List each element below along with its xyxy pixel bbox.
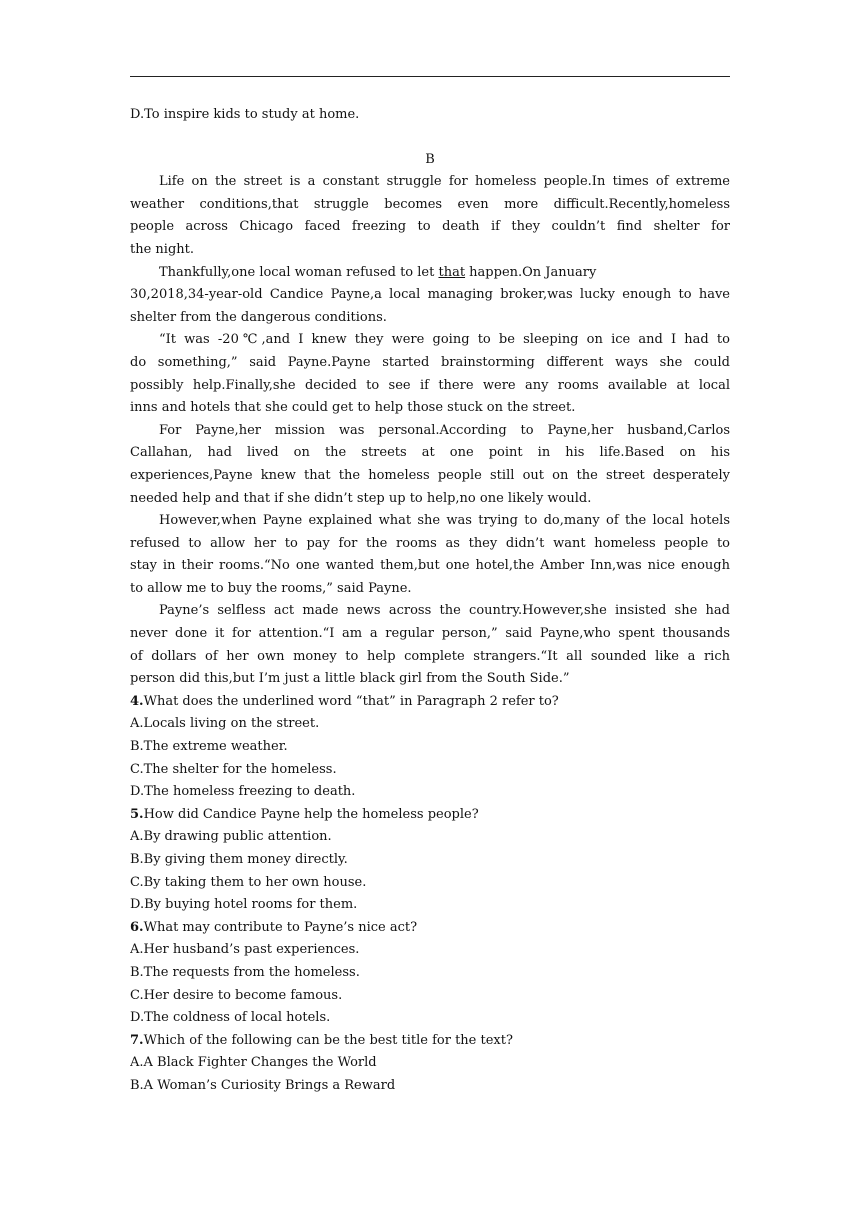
header-rule bbox=[130, 76, 730, 77]
question-stem bbox=[130, 804, 730, 827]
question-4 bbox=[130, 691, 730, 804]
paragraph-text: happen.On January bbox=[465, 264, 597, 280]
question-text: How did Candice Payne help the homeless people? bbox=[143, 806, 479, 822]
paragraph-line: For Payne,her mission was personal.According to Payne,her husband,Carlos bbox=[159, 422, 730, 438]
document-page bbox=[130, 104, 730, 1098]
passage-paragraph-2 bbox=[130, 262, 730, 330]
paragraph-line: Callahan, had lived on the streets at one point in his life.Based on his bbox=[130, 445, 730, 461]
paragraph-line: possibly help.Finally,she decided to see if there were any rooms available at local bbox=[130, 377, 730, 393]
section-gap bbox=[130, 127, 730, 149]
underlined-word-that: that bbox=[438, 264, 466, 280]
paragraph-line: inns and hotels that she could get to help those stuck on the street. bbox=[130, 400, 576, 416]
answer-option: A.Locals living on the street. bbox=[130, 716, 320, 732]
question-stem bbox=[130, 917, 730, 940]
question-number: 4. bbox=[130, 693, 144, 709]
passage-paragraph-6 bbox=[130, 600, 730, 690]
answer-option: D.The coldness of local hotels. bbox=[130, 1010, 331, 1026]
question-text: What may contribute to Payne’s nice act? bbox=[143, 919, 418, 935]
paragraph-line: person did this,but I’m just a little black girl from the South Side.” bbox=[130, 671, 570, 687]
paragraph-line bbox=[130, 262, 730, 285]
question-text: What does the underlined word “that” in Paragraph 2 refer to? bbox=[143, 693, 559, 709]
paragraph-line: weather conditions,that struggle becomes even more difficult.Recently,homeless bbox=[130, 196, 730, 212]
section-label: B bbox=[425, 151, 435, 167]
paragraph-line: Payne’s selfless act made news across the country.However,she insisted she had bbox=[159, 603, 730, 619]
paragraph-line: the night. bbox=[130, 241, 195, 257]
question-number: 7. bbox=[130, 1032, 144, 1048]
answer-option: C.By taking them to her own house. bbox=[130, 874, 367, 890]
paragraph-line: never done it for attention.“I am a regular person,” said Payne,who spent thousands bbox=[130, 626, 730, 642]
answer-option: B.By giving them money directly. bbox=[130, 852, 348, 867]
paragraph-line: people across Chicago faced freezing to death if they couldn’t find shelter for bbox=[130, 219, 730, 235]
answer-option: B.The extreme weather. bbox=[130, 739, 288, 755]
paragraph-line: to allow me to buy the rooms,” said Payne. bbox=[130, 580, 412, 596]
answer-option: C.Her desire to become famous. bbox=[130, 987, 343, 1003]
answer-option: A.By drawing public attention. bbox=[130, 829, 332, 845]
paragraph-line: experiences,Payne knew that the homeless people still out on the street desperately bbox=[130, 467, 730, 483]
passage-paragraph-4 bbox=[130, 420, 730, 510]
passage-paragraph-1 bbox=[130, 171, 730, 261]
paragraph-line: 30,2018,34-year-old Candice Payne,a local managing broker,was lucky enough to have bbox=[130, 287, 730, 303]
question-text: Which of the following can be the best title for the text? bbox=[143, 1032, 513, 1048]
paragraph-line: shelter from the dangerous conditions. bbox=[130, 309, 387, 325]
paragraph-line: of dollars of her own money to help complete strangers.“It all sounded like a rich bbox=[130, 648, 730, 664]
paragraph-text: Thankfully,one local woman refused to let bbox=[159, 264, 439, 280]
answer-option: D.By buying hotel rooms for them. bbox=[130, 897, 358, 913]
question-5 bbox=[130, 804, 730, 917]
answer-option: A.Her husband’s past experiences. bbox=[130, 942, 360, 958]
question-number: 5. bbox=[130, 806, 144, 822]
answer-option: B.A Woman’s Curiosity Brings a Reward bbox=[130, 1077, 396, 1093]
paragraph-line: stay in their rooms.“No one wanted them,but one hotel,the Amber Inn,was nice enough bbox=[130, 558, 730, 574]
question-stem bbox=[130, 1030, 730, 1053]
answer-option: D.The homeless freezing to death. bbox=[130, 784, 356, 800]
paragraph-line: do something,” said Payne.Payne started brainstorming different ways she could bbox=[130, 354, 730, 370]
answer-option: C.The shelter for the homeless. bbox=[130, 761, 337, 777]
question-stem bbox=[130, 691, 730, 714]
paragraph-line: However,when Payne explained what she was trying to do,many of the local hotels bbox=[159, 513, 730, 529]
paragraph-line: “It was -20℃,and I knew they were going to be sleeping on ice and I had to bbox=[159, 332, 730, 348]
question-number: 6. bbox=[130, 919, 144, 935]
question-7 bbox=[130, 1030, 730, 1098]
passage-paragraph-5 bbox=[130, 510, 730, 600]
question-6 bbox=[130, 917, 730, 1030]
paragraph-line: Life on the street is a constant struggle for homeless people.In times of extreme bbox=[159, 174, 730, 190]
paragraph-line: refused to allow her to pay for the rooms as they didn’t want homeless people to bbox=[130, 535, 730, 551]
answer-option: B.The requests from the homeless. bbox=[130, 964, 360, 980]
answer-option: A.A Black Fighter Changes the World bbox=[130, 1055, 377, 1071]
paragraph-line: needed help and that if she didn’t step up to help,no one likely would. bbox=[130, 490, 592, 506]
passage-paragraph-3 bbox=[130, 329, 730, 419]
previous-option-d: D.To inspire kids to study at home. bbox=[130, 107, 360, 122]
